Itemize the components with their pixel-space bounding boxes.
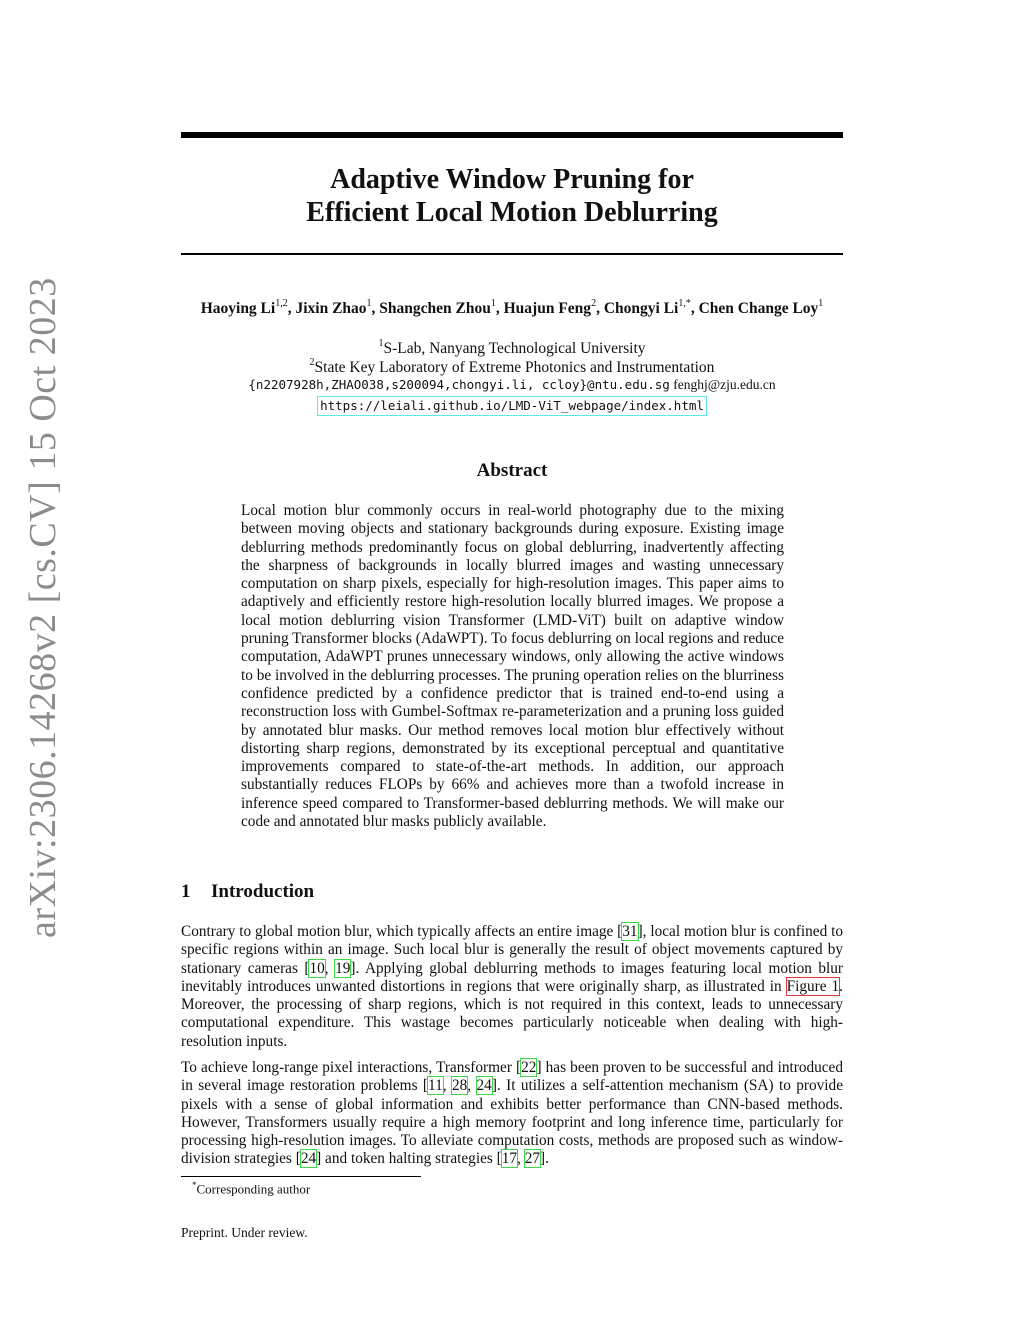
author-affil-mark: 1 — [818, 298, 824, 309]
citation-link[interactable]: 17 — [501, 1150, 518, 1168]
citation-link[interactable]: 10 — [309, 959, 325, 977]
author-name: Chen Change Loy — [698, 300, 819, 318]
body-text: ], local motion blur is confined to specific regions within an image. Such local blur is generally the result of object movements captured by stationary cameras [ — [181, 923, 843, 977]
section-title: Introduction — [211, 881, 315, 902]
author-name: Chongyi Li — [603, 300, 679, 318]
project-url-line — [181, 396, 843, 416]
figure-ref-link[interactable]: Figure 1 — [786, 977, 840, 995]
intro-paragraph-1 — [181, 923, 843, 1051]
arxiv-stamp: arXiv:2306.14268v2 [cs.CV] 15 Oct 2023 — [22, 277, 64, 938]
body-text: , — [324, 959, 336, 977]
body-text: ] and token halting strategies [ — [316, 1150, 502, 1168]
citation-link[interactable]: 22 — [521, 1059, 537, 1076]
title-line-2: Efficient Local Motion Deblurring — [306, 197, 718, 228]
paper-title — [181, 163, 843, 229]
citation-link[interactable]: 28 — [452, 1077, 468, 1095]
body-text: Contrary to global motion blur, which typically affects an entire image [ — [181, 923, 623, 940]
citation-link[interactable]: 24 — [476, 1077, 492, 1095]
body-text: , — [517, 1150, 525, 1168]
body-text: ]. — [540, 1150, 549, 1168]
author-affil-mark: 1,* — [678, 298, 691, 309]
author-affil-mark: 2 — [591, 298, 597, 309]
author-name: Jixin Zhao — [295, 300, 367, 318]
author-affil-mark: 1 — [366, 298, 372, 309]
section-heading-introduction — [181, 881, 314, 903]
author-name: Shangchen Zhou — [379, 300, 491, 318]
email-line — [181, 377, 843, 393]
abstract-heading: Abstract — [476, 460, 548, 481]
body-text: , — [442, 1077, 452, 1095]
author-name: Haoying Li — [200, 300, 276, 318]
citation-link[interactable]: 24 — [300, 1150, 317, 1168]
footnote-text: Corresponding author — [196, 1181, 311, 1197]
citation-link[interactable]: 31 — [622, 923, 638, 940]
footnote-rule — [181, 1176, 421, 1177]
project-url-link[interactable]: https://leiali.github.io/LMD-ViT_webpage/index.html — [317, 396, 707, 416]
affiliation-text: State Key Laboratory of Extreme Photonics and Instrumentation — [314, 359, 715, 377]
title-bottom-rule — [181, 253, 843, 255]
title-top-rule — [181, 132, 843, 138]
affiliation-mark: 1 — [378, 338, 384, 349]
body-text: ]. Applying global deblurring methods to images featuring local motion blur inevitably introduces unwanted distortions in regions that were originally sharp, as illustrated in — [181, 959, 843, 995]
citation-link[interactable]: 27 — [524, 1150, 540, 1168]
email-list-ntu: {n2207928h,ZHAO038,s200094,chongyi.li, ccloy}@ntu.edu.sg — [248, 377, 670, 392]
email-zju: fenghj@zju.edu.cn — [673, 377, 776, 392]
intro-paragraph-2 — [181, 1059, 843, 1169]
abstract-body: Local motion blur commonly occurs in real-world photography due to the mixing between moving objects and stationary backgrounds during exposure. Existing image deblurring methods predominantly focus on global deblurring, inadvertently affecting the sharpness of backgrounds in locally blurred images and wasting unnecessary computation on sharp pixels, especially for high-resolution images. This paper aims to adaptively and efficiently restore high-resolution locally blurred images. We propose a local motion deblurring vision Transformer (LMD-ViT) built on adaptive window pruning Transformer blocks (AdaWPT). To focus deblurring on local regions and reduce computation, AdaWPT prunes unnecessary windows, only allowing the active windows to be involved in the deblurring processes. The pruning operation relies on the blurriness confidence predicted by a confidence predictor that is trained end-to-end using a reconstruction loss with Gumbel-Softmax re-parameterization and a pruning loss guided by annotated blur masks. Our method removes local motion blur effectively without distorting sharp regions, demonstrated by its exceptional perceptual and quantitative improvements compared to state-of-the-art methods. In addition, our approach substantially reduces FLOPs by 66% and achieves more than a twofold increase in inference speed compared to Transformer-based deblurring methods. We will make our code and annotated blur masks publicly available. — [241, 502, 784, 831]
affiliation-text: S-Lab, Nanyang Technological University — [383, 340, 646, 358]
section-number: 1 — [181, 881, 191, 902]
body-text: , — [467, 1077, 477, 1095]
affiliation-1 — [181, 339, 843, 358]
footnote — [192, 1180, 310, 1197]
body-text: ] has been proven to be successful and introduced in several image restoration problems [ — [181, 1059, 843, 1095]
affiliation-mark: 2 — [309, 357, 315, 368]
preprint-note: Preprint. Under review. — [181, 1225, 308, 1240]
author-list: Haoying Li$^{1,2}$, Jixin Zhao$^1$, Shangchen Zhou$^1$, Huajun Feng$^2$, Chongyi $Li^{1,*}$, Chen Change Loy$^1$ — [200, 298, 824, 318]
affiliation-2 — [181, 358, 843, 377]
body-text: . Moreover, the processing of sharp regions, which is not required in this context, leads to unnecessary computational expenditure. This wastage becomes particularly noticeable when dealing with high-resolution inputs. — [181, 977, 843, 1050]
citation-link[interactable]: 19 — [335, 959, 351, 977]
body-text: To achieve long-range pixel interactions, Transformer [ — [181, 1059, 522, 1076]
citation-link[interactable]: 11 — [428, 1077, 443, 1095]
body-text: ]. It utilizes a self-attention mechanism (SA) to provide pixels with a sense of global information and exhibits better performance than CNN-based methods. However, Transformers usually require a high memory footprint and long inference time, particularly for processing high-resolution images. To alleviate computation costs, methods are proposed such as window-division strategies [ — [181, 1077, 843, 1168]
author-affil-mark: 1 — [490, 298, 496, 309]
title-line-1: Adaptive Window Pruning for — [330, 164, 694, 195]
author-affil-mark: 1,2 — [275, 298, 288, 309]
footnote-mark: * — [192, 1180, 197, 1190]
author-name: Huajun Feng — [503, 300, 592, 318]
